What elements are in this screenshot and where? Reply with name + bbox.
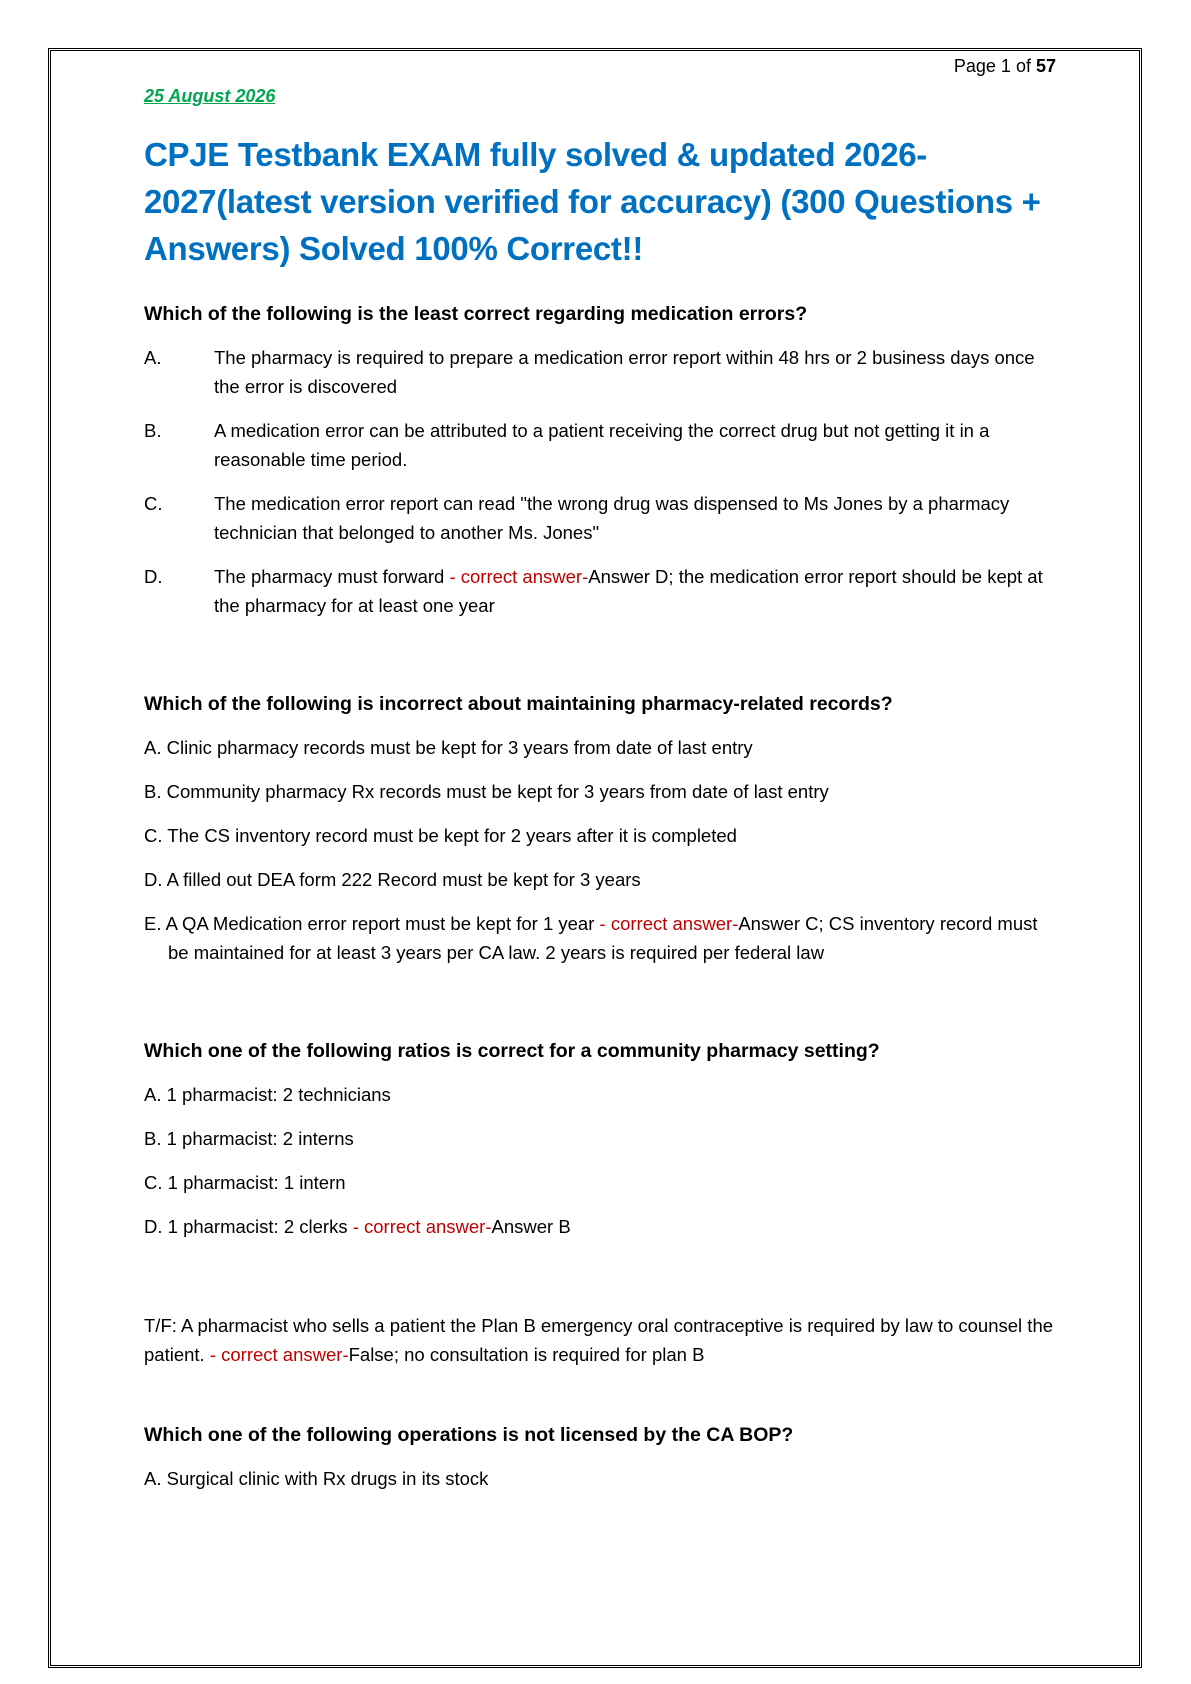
q1-option-b: B. A medication error can be attributed to a patient receiving the correct drug but not getting it in a reasonable time period. <box>144 420 990 470</box>
answer-text: Answer C; CS inventory record must be maintained for at least 3 years per CA law. 2 years is required per federal law <box>168 913 1038 963</box>
q3-option-b: B. 1 pharmacist: 2 interns <box>144 1128 354 1149</box>
q1-option-c: C. The medication error report can read "the wrong drug was dispensed to Ms Jones by a pharmacy technician that belonged to another Ms. Jones" <box>144 493 1010 543</box>
document-date: 25 August 2026 <box>144 86 276 106</box>
correct-answer-marker: - correct answer- <box>209 1344 349 1365</box>
q1-option-a: A. The pharmacy is required to prepare a medication error report within 48 hrs or 2 business days once the error is discovered <box>144 347 1035 397</box>
q2-option-a: A. Clinic pharmacy records must be kept for 3 years from date of last entry <box>144 737 753 758</box>
q2-option-e: E. A QA Medication error report must be kept for 1 year - correct answer-Answer C; CS inventory record must be maintained for at least 3 years per CA law. 2 years is required per federal law <box>144 913 1038 963</box>
question-5: Which one of the following operations is not licensed by the CA BOP? <box>144 1424 794 1446</box>
question-1: Which of the following is the least correct regarding medication errors? <box>144 303 808 325</box>
q2-option-d: D. A filled out DEA form 222 Record must be kept for 3 years <box>144 869 641 890</box>
document-title: CPJE Testbank EXAM fully solved & updated 2026-2027(latest version verified for accuracy) (300 Questions + Answers) Solved 100% Correct!! <box>144 136 1041 267</box>
correct-answer-marker: - correct answer- <box>449 566 589 587</box>
page-number: Page 1 of 57 <box>953 56 1056 76</box>
answer-text: Answer B <box>491 1216 571 1237</box>
question-4: T/F: A pharmacist who sells a patient the Plan B emergency oral contraceptive is required by law to counsel the patient. - correct answer-False; no consultation is required for plan B <box>144 1315 1054 1365</box>
q5-option-a: A. Surgical clinic with Rx drugs in its stock <box>144 1468 489 1489</box>
document-content <box>144 52 1056 1508</box>
correct-answer-marker: - correct answer- <box>352 1216 492 1237</box>
q3-option-a: A. 1 pharmacist: 2 technicians <box>144 1084 391 1105</box>
q2-option-b: B. Community pharmacy Rx records must be kept for 3 years from date of last entry <box>144 781 829 802</box>
q1-option-d: D. The pharmacy must forward - correct answer-Answer D; the medication error report should be kept at the pharmacy for at least one year <box>144 566 1043 616</box>
question-3: Which one of the following ratios is correct for a community pharmacy setting? <box>144 1040 880 1062</box>
q2-option-c: C. The CS inventory record must be kept for 2 years after it is completed <box>144 825 737 846</box>
q3-option-d: D. 1 pharmacist: 2 clerks - correct answer-Answer B <box>144 1216 571 1237</box>
answer-text: Answer D; the medication error report should be kept at the pharmacy for at least one year <box>214 566 1043 616</box>
correct-answer-marker: - correct answer- <box>599 913 739 934</box>
q3-option-c: C. 1 pharmacist: 1 intern <box>144 1172 346 1193</box>
answer-text: False; no consultation is required for plan B <box>348 1344 705 1365</box>
question-2: Which of the following is incorrect about maintaining pharmacy-related records? <box>144 693 893 715</box>
